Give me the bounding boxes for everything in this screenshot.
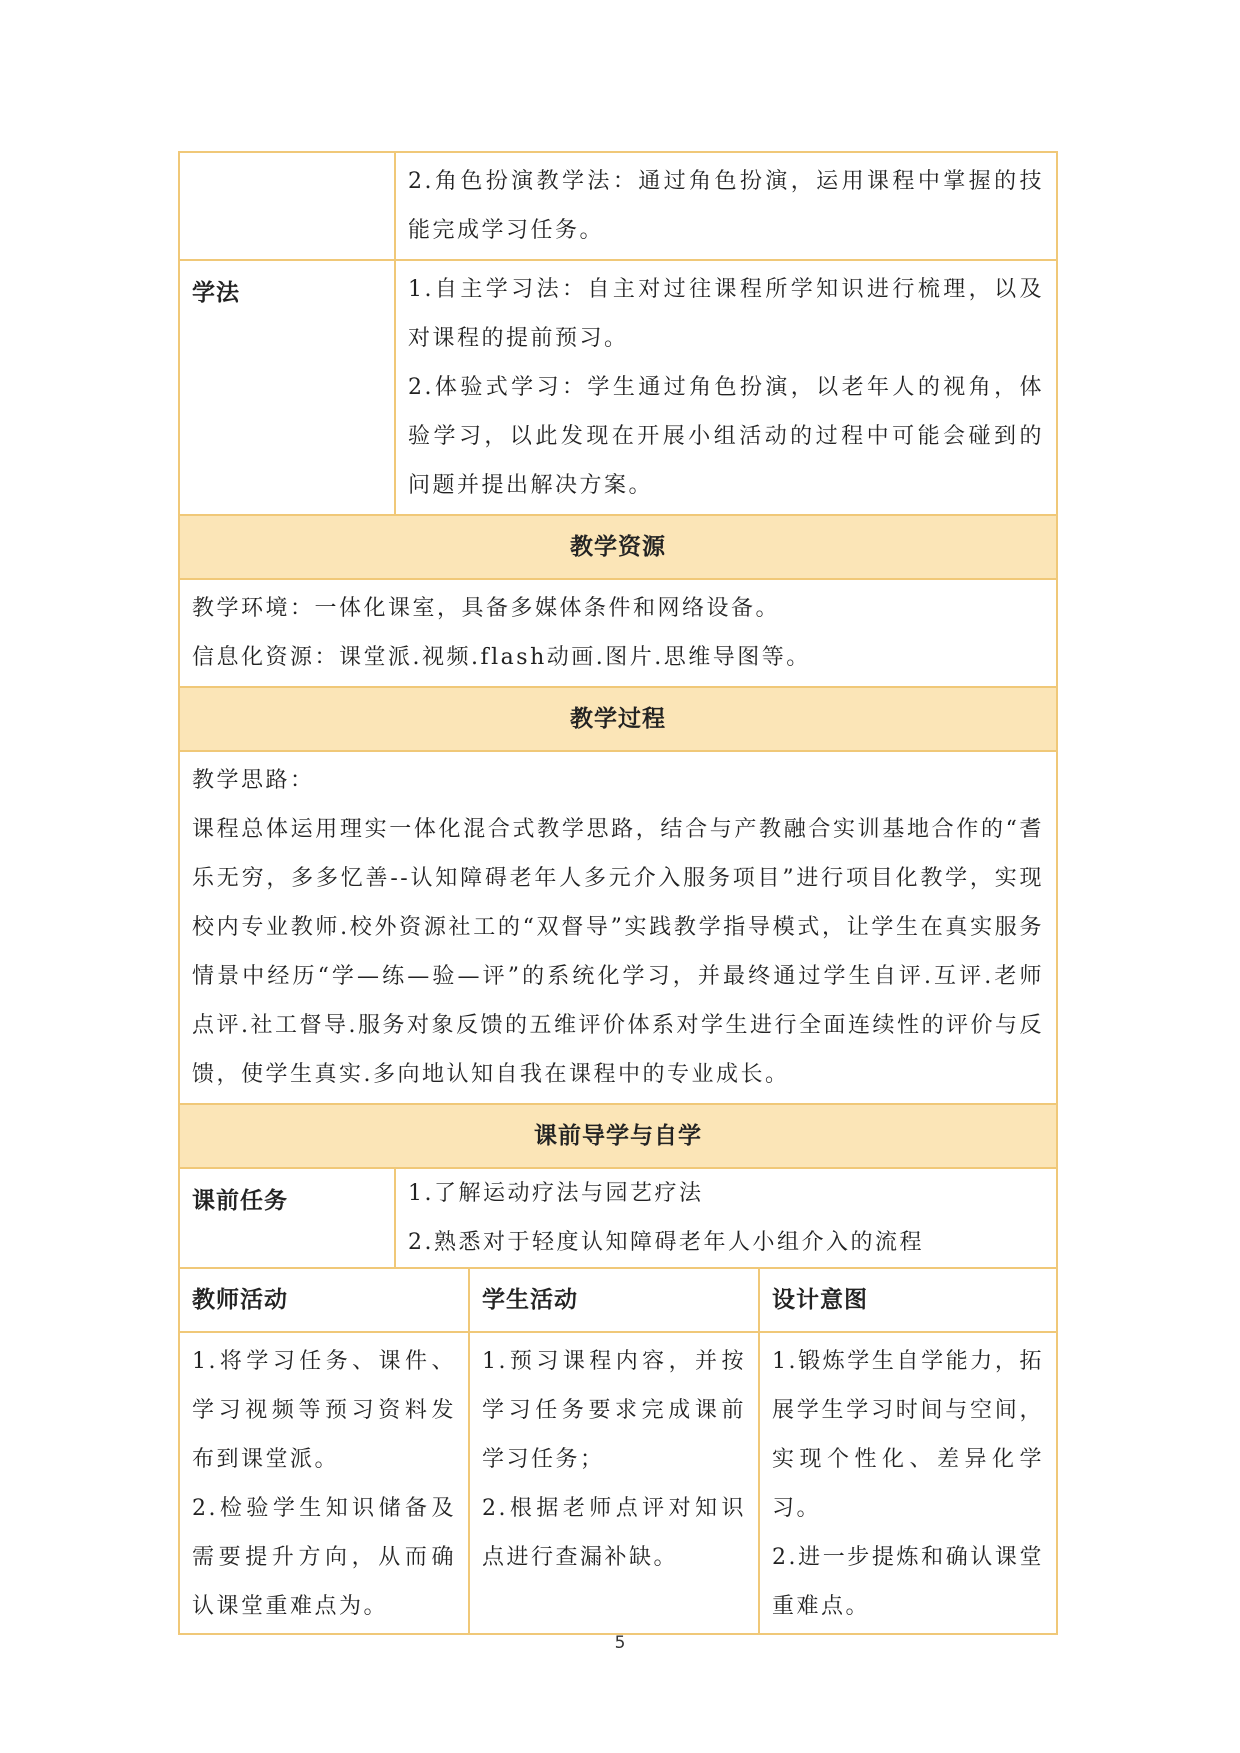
study-method-item: 1.自主学习法：自主对过往课程所学知识进行梳理，以及对课程的提前预习。 [408, 277, 1044, 351]
student-activity-cell [469, 1332, 759, 1634]
empty-label-cell [179, 152, 395, 260]
student-activity-item: 1.预习课程内容，并按学习任务要求完成课前学习任务； [482, 1349, 746, 1472]
design-intent-item: 2.进一步提炼和确认课堂重难点。 [772, 1545, 1044, 1619]
process-body: 课程总体运用理实一体化混合式教学思路，结合与产教融合实训基地合作的“耆乐无穷，多多忆善--认知障碍老年人多元介入服务项目”进行项目化教学，实现校内专业教师.校外资源社工的“双督导”实践教学指导模式，让学生在真实服务情景中经历“学—练—验—评”的系统化学习，并最终通过学生自评.互评.老师点评.社工督导.服务对象反馈的五维评价体系对学生进行全面连续性的评价与反馈，使学生真实.多向地认知自我在课程中的专业成长。 [192, 817, 1044, 1087]
activities-header-row [179, 1268, 1057, 1332]
student-activity-item: 2.根据老师点评对知识点进行查漏补缺。 [482, 1496, 746, 1570]
process-header-row [179, 687, 1057, 751]
design-intent-item: 1.锻炼学生自学能力，拓展学生学习时间与空间，实现个性化、差异化学习。 [772, 1349, 1044, 1521]
resources-header-row [179, 515, 1057, 579]
process-title: 教学思路： [192, 768, 315, 793]
design-intent-header: 设计意图 [759, 1268, 1057, 1332]
study-method-item: 2.体验式学习：学生通过角色扮演，以老年人的视角，体验学习，以此发现在开展小组活动的过程中可能会碰到的问题并提出解决方案。 [408, 375, 1044, 498]
resources-header: 教学资源 [179, 515, 1057, 579]
preclass-task-item: 1.了解运动疗法与园艺疗法 [408, 1181, 704, 1206]
process-content-row [179, 751, 1057, 1104]
teaching-method-item: 2.角色扮演教学法：通过角色扮演，运用课程中掌握的技能完成学习任务。 [408, 169, 1044, 243]
resources-line: 信息化资源：课堂派.视频.flash动画.图片.思维导图等。 [192, 645, 811, 670]
activities-content-row [179, 1332, 1057, 1634]
study-method-label: 学法 [179, 260, 395, 515]
teaching-method-continued-row [179, 152, 1057, 260]
study-method-row [179, 260, 1057, 515]
teaching-method-cell [395, 152, 1057, 260]
preclass-task-row [179, 1168, 1057, 1268]
teacher-activity-cell [179, 1332, 469, 1634]
lesson-plan-table-upper [178, 151, 1058, 1269]
preclass-task-item: 2.熟悉对于轻度认知障碍老年人小组介入的流程 [408, 1230, 924, 1255]
page-number: 5 [614, 1633, 626, 1653]
preclass-header: 课前导学与自学 [179, 1104, 1057, 1168]
teacher-activity-item: 1.将学习任务、课件、学习视频等预习资料发布到课堂派。 [192, 1349, 456, 1472]
student-activity-header: 学生活动 [469, 1268, 759, 1332]
process-cell [179, 751, 1057, 1104]
preclass-task-label: 课前任务 [179, 1168, 395, 1268]
resources-content-row [179, 579, 1057, 687]
resources-line: 教学环境：一体化课室，具备多媒体条件和网络设备。 [192, 596, 781, 621]
teacher-activity-header: 教师活动 [179, 1268, 469, 1332]
document-body [178, 151, 1056, 1635]
teacher-activity-item: 2.检验学生知识储备及需要提升方向，从而确认课堂重难点为。 [192, 1496, 456, 1619]
preclass-header-row [179, 1104, 1057, 1168]
design-intent-cell [759, 1332, 1057, 1634]
activities-table [178, 1267, 1058, 1635]
preclass-task-cell [395, 1168, 1057, 1268]
resources-cell [179, 579, 1057, 687]
process-header: 教学过程 [179, 687, 1057, 751]
study-method-cell [395, 260, 1057, 515]
